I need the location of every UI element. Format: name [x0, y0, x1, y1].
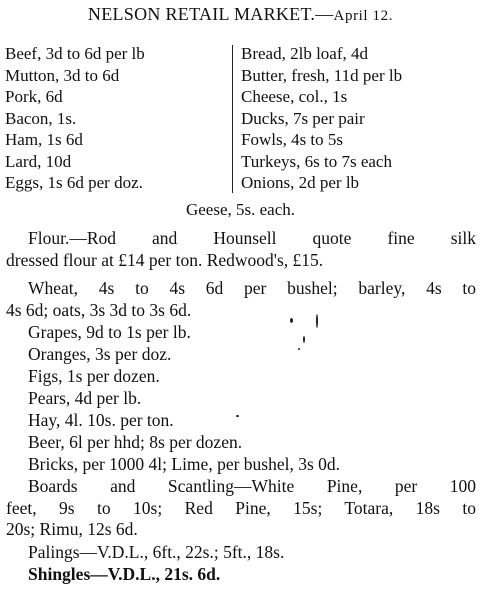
price-entry: Bacon, 1s.: [5, 108, 77, 128]
price-entry: Pork, 6d: [5, 87, 63, 106]
hay-price: Hay, 4l. 10s. per ton.: [28, 410, 174, 430]
wheat-paragraph: [6, 278, 476, 321]
price-entry: Eggs, 1s 6d per doz.: [5, 173, 143, 192]
boards-paragraph: [6, 476, 476, 541]
price-entry: Butter, fresh, 11d per lb: [241, 65, 403, 85]
price-entry: Mutton, 3d to 6d: [5, 65, 120, 85]
price-entry: Lard, 10d: [5, 151, 72, 171]
price-entry: Ducks, 7s per pair: [241, 108, 365, 128]
beer-price: Beer, 6l per hhd; 8s per dozen.: [28, 432, 243, 452]
boards-line: Boards and Scantling—White Pine, per 100: [28, 476, 476, 496]
ink-speck: [303, 336, 305, 343]
grapes-price: Grapes, 9d to 1s per lb.: [28, 322, 191, 342]
price-entry: Turkeys, 6s to 7s each: [241, 151, 392, 171]
geese-price: Geese, 5s. each.: [185, 200, 296, 219]
figs-price: Figs, 1s per dozen.: [28, 366, 160, 386]
ink-speck: [316, 314, 318, 328]
market-report-title: [0, 4, 481, 25]
price-entry: Onions, 2d per lb: [241, 173, 360, 192]
price-entry: Fowls, 4s to 5s: [241, 130, 344, 149]
price-entry: Beef, 3d to 6d per lb: [5, 44, 145, 63]
boards-line: 20s; Rimu, 12s 6d.: [6, 519, 138, 539]
price-entry: Bread, 2lb loaf, 4d: [241, 44, 368, 63]
price-table: [5, 43, 477, 195]
flour-line: Flour.—Rod and Hounsell quote fine silk: [28, 228, 476, 248]
ink-speck: [236, 415, 239, 417]
shingles-price: Shingles—V.D.L., 21s. 6d.: [28, 564, 221, 584]
price-entry: Ham, 1s 6d: [5, 130, 83, 149]
flour-paragraph: [6, 228, 476, 271]
bricks-price: Bricks, per 1000 4l; Lime, per bushel, 3s 0d.: [28, 454, 341, 474]
wheat-line: 4s 6d; oats, 3s 3d to 3s 6d.: [6, 299, 192, 320]
ink-speck: [298, 348, 300, 350]
flour-line: dressed flour at £14 per ton. Redwood's, £15.: [6, 249, 324, 270]
oranges-price: Oranges, 3s per doz.: [28, 344, 172, 364]
price-column-right: [241, 43, 481, 194]
price-column-left: [5, 43, 233, 194]
boards-line: feet, 9s to 10s; Red Pine, 15s; Totara, 18s to: [6, 497, 476, 518]
title-main: NELSON RETAIL MARKET.—: [87, 4, 334, 24]
palings-price: Palings—V.D.L., 6ft., 22s.; 5ft., 18s.: [28, 542, 285, 562]
price-entry: Cheese, col., 1s: [241, 87, 348, 106]
title-date: April 12.: [333, 8, 394, 24]
wheat-line: Wheat, 4s to 4s 6d per bushel; barley, 4s to: [28, 278, 476, 298]
pears-price: Pears, 4d per lb.: [28, 388, 142, 408]
column-divider: [232, 45, 233, 193]
ink-speck: [290, 318, 293, 323]
